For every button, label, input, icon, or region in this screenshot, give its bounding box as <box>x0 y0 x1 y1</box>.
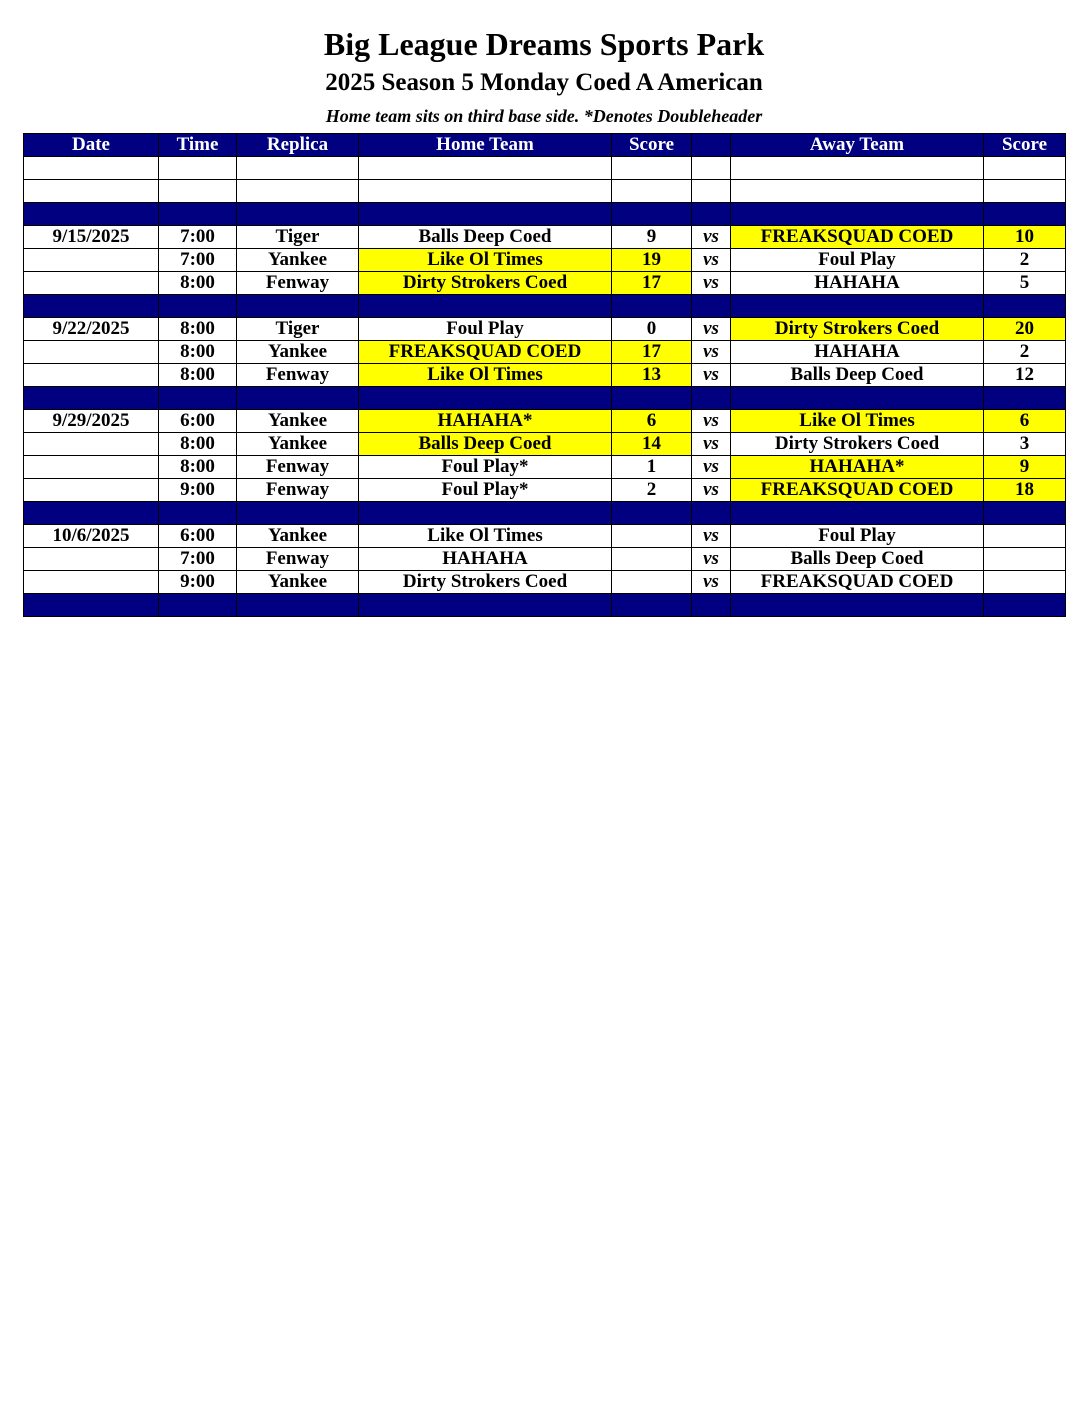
separator-cell <box>237 203 359 226</box>
table-header-row <box>24 134 1066 157</box>
game-date-cell <box>24 456 159 479</box>
blank-cell <box>984 157 1066 180</box>
col-header-replica: Replica <box>237 134 359 157</box>
table-row <box>24 226 1066 249</box>
field-replica-cell: Yankee <box>237 525 359 548</box>
field-replica-cell: Fenway <box>237 456 359 479</box>
home-score-cell <box>612 548 692 571</box>
separator-cell <box>24 594 159 617</box>
blank-cell <box>237 157 359 180</box>
away-team-cell: Like Ol Times <box>731 410 984 433</box>
home-score-cell: 13 <box>612 364 692 387</box>
separator-cell <box>984 594 1066 617</box>
separator-cell <box>159 203 237 226</box>
game-time-cell: 8:00 <box>159 433 237 456</box>
home-score-cell: 19 <box>612 249 692 272</box>
home-team-cell: Dirty Strokers Coed <box>359 272 612 295</box>
table-row <box>24 341 1066 364</box>
home-score-cell: 2 <box>612 479 692 502</box>
home-team-cell: HAHAHA* <box>359 410 612 433</box>
home-score-cell: 17 <box>612 272 692 295</box>
home-team-cell: Balls Deep Coed <box>359 433 612 456</box>
separator-cell <box>984 203 1066 226</box>
col-header-home-team: Home Team <box>359 134 612 157</box>
away-score-cell: 20 <box>984 318 1066 341</box>
game-time-cell: 8:00 <box>159 318 237 341</box>
blank-cell <box>24 157 159 180</box>
away-team-cell: Foul Play <box>731 249 984 272</box>
away-score-cell <box>984 525 1066 548</box>
home-team-cell: HAHAHA <box>359 548 612 571</box>
table-row <box>24 364 1066 387</box>
blank-row <box>24 157 1066 180</box>
col-header-vs <box>692 134 731 157</box>
away-team-cell: FREAKSQUAD COED <box>731 479 984 502</box>
home-score-cell <box>612 571 692 594</box>
game-date-cell: 9/22/2025 <box>24 318 159 341</box>
game-date-cell <box>24 479 159 502</box>
away-team-cell: HAHAHA <box>731 341 984 364</box>
separator-cell <box>159 502 237 525</box>
game-time-cell: 8:00 <box>159 364 237 387</box>
home-team-cell: Foul Play* <box>359 479 612 502</box>
game-time-cell: 9:00 <box>159 571 237 594</box>
game-time-cell: 8:00 <box>159 456 237 479</box>
field-replica-cell: Yankee <box>237 249 359 272</box>
separator-cell <box>24 295 159 318</box>
away-team-cell: FREAKSQUAD COED <box>731 571 984 594</box>
separator-cell <box>612 387 692 410</box>
separator-cell <box>24 203 159 226</box>
away-score-cell: 5 <box>984 272 1066 295</box>
game-time-cell: 7:00 <box>159 226 237 249</box>
blank-cell <box>692 180 731 203</box>
home-score-cell <box>612 525 692 548</box>
col-header-home-score: Score <box>612 134 692 157</box>
week-separator-row <box>24 295 1066 318</box>
separator-cell <box>612 594 692 617</box>
table-row <box>24 410 1066 433</box>
game-time-cell: 8:00 <box>159 272 237 295</box>
vs-cell: vs <box>692 410 731 433</box>
game-date-cell: 9/15/2025 <box>24 226 159 249</box>
separator-cell <box>731 502 984 525</box>
vs-cell: vs <box>692 525 731 548</box>
table-row <box>24 272 1066 295</box>
separator-cell <box>359 203 612 226</box>
separator-cell <box>731 387 984 410</box>
game-time-cell: 9:00 <box>159 479 237 502</box>
home-team-cell: Like Ol Times <box>359 364 612 387</box>
schedule-note: Home team sits on third base side. *Denotes Doubleheader <box>325 106 763 126</box>
separator-cell <box>359 295 612 318</box>
blank-cell <box>24 180 159 203</box>
col-header-away-score: Score <box>984 134 1066 157</box>
separator-cell <box>159 594 237 617</box>
separator-cell <box>237 387 359 410</box>
field-replica-cell: Yankee <box>237 341 359 364</box>
separator-cell <box>612 502 692 525</box>
game-date-cell: 9/29/2025 <box>24 410 159 433</box>
game-date-cell <box>24 272 159 295</box>
away-team-cell: HAHAHA <box>731 272 984 295</box>
game-date-cell <box>24 548 159 571</box>
game-time-cell: 7:00 <box>159 548 237 571</box>
table-row <box>24 433 1066 456</box>
field-replica-cell: Fenway <box>237 548 359 571</box>
vs-cell: vs <box>692 548 731 571</box>
table-row <box>24 479 1066 502</box>
blank-cell <box>731 157 984 180</box>
away-score-cell <box>984 548 1066 571</box>
blank-cell <box>984 180 1066 203</box>
home-score-cell: 9 <box>612 226 692 249</box>
game-time-cell: 6:00 <box>159 525 237 548</box>
home-score-cell: 14 <box>612 433 692 456</box>
blank-cell <box>159 157 237 180</box>
separator-cell <box>731 203 984 226</box>
col-header-date: Date <box>24 134 159 157</box>
week-separator-row <box>24 502 1066 525</box>
separator-cell <box>237 502 359 525</box>
game-time-cell: 7:00 <box>159 249 237 272</box>
separator-cell <box>692 387 731 410</box>
blank-row <box>24 180 1066 203</box>
home-team-cell: FREAKSQUAD COED <box>359 341 612 364</box>
game-date-cell <box>24 341 159 364</box>
blank-cell <box>692 157 731 180</box>
vs-cell: vs <box>692 479 731 502</box>
blank-cell <box>612 157 692 180</box>
separator-cell <box>159 295 237 318</box>
field-replica-cell: Yankee <box>237 410 359 433</box>
separator-cell <box>237 295 359 318</box>
away-team-cell: Dirty Strokers Coed <box>731 433 984 456</box>
home-team-cell: Balls Deep Coed <box>359 226 612 249</box>
separator-cell <box>984 295 1066 318</box>
field-replica-cell: Tiger <box>237 318 359 341</box>
vs-cell: vs <box>692 571 731 594</box>
table-row <box>24 249 1066 272</box>
separator-cell <box>731 594 984 617</box>
col-header-away-team: Away Team <box>731 134 984 157</box>
separator-cell <box>731 295 984 318</box>
week-separator-row <box>24 203 1066 226</box>
game-date-cell <box>24 571 159 594</box>
field-replica-cell: Yankee <box>237 433 359 456</box>
blank-cell <box>612 180 692 203</box>
table-row <box>24 525 1066 548</box>
home-team-cell: Dirty Strokers Coed <box>359 571 612 594</box>
away-team-cell: Dirty Strokers Coed <box>731 318 984 341</box>
away-score-cell: 2 <box>984 341 1066 364</box>
separator-cell <box>692 502 731 525</box>
away-score-cell: 12 <box>984 364 1066 387</box>
separator-cell <box>24 502 159 525</box>
away-team-cell: FREAKSQUAD COED <box>731 226 984 249</box>
home-score-cell: 0 <box>612 318 692 341</box>
blank-cell <box>731 180 984 203</box>
separator-cell <box>612 295 692 318</box>
vs-cell: vs <box>692 433 731 456</box>
vs-cell: vs <box>692 341 731 364</box>
game-date-cell <box>24 364 159 387</box>
vs-cell: vs <box>692 456 731 479</box>
vs-cell: vs <box>692 226 731 249</box>
home-score-cell: 1 <box>612 456 692 479</box>
field-replica-cell: Yankee <box>237 571 359 594</box>
separator-cell <box>159 387 237 410</box>
home-score-cell: 17 <box>612 341 692 364</box>
away-score-cell: 10 <box>984 226 1066 249</box>
away-team-cell: Foul Play <box>731 525 984 548</box>
separator-cell <box>359 594 612 617</box>
table-row <box>24 571 1066 594</box>
blank-cell <box>359 157 612 180</box>
page-subtitle: 2025 Season 5 Monday Coed A American <box>325 69 763 96</box>
blank-cell <box>237 180 359 203</box>
separator-cell <box>984 387 1066 410</box>
week-separator-row <box>24 387 1066 410</box>
away-team-cell: HAHAHA* <box>731 456 984 479</box>
home-team-cell: Foul Play <box>359 318 612 341</box>
game-time-cell: 8:00 <box>159 341 237 364</box>
blank-cell <box>359 180 612 203</box>
away-score-cell: 18 <box>984 479 1066 502</box>
vs-cell: vs <box>692 249 731 272</box>
game-time-cell: 6:00 <box>159 410 237 433</box>
separator-cell <box>692 594 731 617</box>
field-replica-cell: Fenway <box>237 479 359 502</box>
separator-cell <box>612 203 692 226</box>
game-date-cell <box>24 433 159 456</box>
game-date-cell: 10/6/2025 <box>24 525 159 548</box>
vs-cell: vs <box>692 272 731 295</box>
vs-cell: vs <box>692 318 731 341</box>
away-score-cell <box>984 571 1066 594</box>
field-replica-cell: Fenway <box>237 364 359 387</box>
schedule-table <box>23 133 1066 617</box>
schedule-body <box>24 157 1066 617</box>
table-row <box>24 318 1066 341</box>
away-score-cell: 3 <box>984 433 1066 456</box>
separator-cell <box>24 387 159 410</box>
separator-cell <box>692 203 731 226</box>
away-score-cell: 6 <box>984 410 1066 433</box>
week-separator-row <box>24 594 1066 617</box>
blank-cell <box>159 180 237 203</box>
home-team-cell: Like Ol Times <box>359 249 612 272</box>
table-row <box>24 456 1066 479</box>
vs-cell: vs <box>692 364 731 387</box>
separator-cell <box>359 387 612 410</box>
home-team-cell: Foul Play* <box>359 456 612 479</box>
separator-cell <box>984 502 1066 525</box>
away-team-cell: Balls Deep Coed <box>731 364 984 387</box>
field-replica-cell: Tiger <box>237 226 359 249</box>
col-header-time: Time <box>159 134 237 157</box>
field-replica-cell: Fenway <box>237 272 359 295</box>
game-date-cell <box>24 249 159 272</box>
away-score-cell: 9 <box>984 456 1066 479</box>
page-title: Big League Dreams Sports Park <box>323 26 765 62</box>
home-score-cell: 6 <box>612 410 692 433</box>
away-score-cell: 2 <box>984 249 1066 272</box>
separator-cell <box>237 594 359 617</box>
away-team-cell: Balls Deep Coed <box>731 548 984 571</box>
table-row <box>24 548 1066 571</box>
separator-cell <box>359 502 612 525</box>
separator-cell <box>692 295 731 318</box>
home-team-cell: Like Ol Times <box>359 525 612 548</box>
